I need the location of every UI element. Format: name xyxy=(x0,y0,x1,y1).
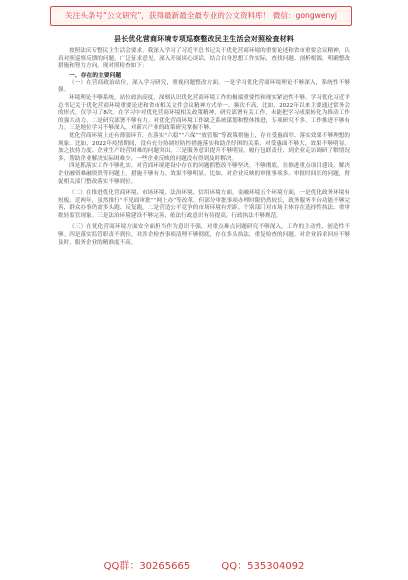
body-paragraph: （二）在推进优化营商环境、市场环境、法治环境、信用环境方面。金融环境五个环境方面，一是优化政务环境有短板。近两年，虽然推行“不见面审批”“网上办”等改革，但部分审批事项办理时限仍然较长，政务服务平台功能不够完善，群众办事仍需多头跑、反复跑。二是营造公平竞争的市场环境有差距。个别部门对市场主体存在选择性执法、重审批轻监管现象。三是法治环境建设不够完善，依法行政意识有待提高，行政执法不够规范。 xyxy=(58,190,350,219)
subsection-paragraph: （一）在营商政治站位，深入学习研究，重视问题整改方面。一是学习优化营商环境理论不够深入，系统性不够强。 xyxy=(58,79,350,94)
document-body xyxy=(58,34,350,247)
section-heading: 一、存在的主要问题 xyxy=(69,72,122,79)
contact-footer xyxy=(0,557,408,572)
qq-group-text: QQ群：30265665 xyxy=(103,561,191,572)
document-title: 县长优化营商环境专项巡察整改民主生活会对照检查材料 xyxy=(114,35,294,43)
body-paragraph: 环境理论不够系统，站位政治高度，深刻认识优化营商环境工作的极端重要性和现实紧迫性不够。学习优化习近平总书记关于优化营商环境重要论述和省市相关文件会议精神方式单一、频次不高，比如，2022年以来主要通过常务会的形式，仅学习了8次。在学习中对优化营商环境相关政策精神，研究部署有关工作，未能把学习成果转化为推动工作的强大动力。二是研究部署不够有力。对优化营商环境工作缺乏系统谋划和整体推进，专项研究不多，工作推进不够有力。三是地位学习不够深入，对新兴产业的政策研究掌握不够。 xyxy=(58,94,350,132)
intro-paragraph: 按照法庆专整民主生活会要求，我深入学习了习近平总书记关于优化营商环境的重要论述和省市重要会议精神，认真对照巡察反馈的问题，广泛征求意见，深入开展谈心谈话，结合自身思想工作实际，查找问题、剖析根源，明确整改措施和努力方向，现对照检查如下： xyxy=(58,48,350,70)
body-paragraph: 四是抓落实工作不够扎实。对营商环境建设中存在的问题抓整改不够坚决、不够彻底。在推进重点项目建设、解决企业融资难融资贵等问题上，措施不够有力、效果不够明显。比如，对企业反映的审批事项多、审批时间长的问题，督促相关部门整改落实不够到位。 xyxy=(58,163,350,185)
body-paragraph: （三）在优化营商环境方面安全面担当作为意识不强，对重点难点问题研究不够深入，工作的主动性、创造性不够。四是落实监管职责不到位，对涉企检查事项清理不够彻底，存在多头执法、重复检查的问题。对企业诉求回应不够及时，服务企业的精准度不高。 xyxy=(58,224,350,246)
promo-banner: 关注头条号“公文研究”，获得最新最全最专业的公文资料库！ 微信：gongwenyj xyxy=(50,6,352,26)
qq-text: QQ：535304092 xyxy=(221,561,305,572)
body-paragraph: 优化营商环境上还有薄弱环节，在落实“六稳”“六保”“放管服”等政策措施上，存在受惠面窄、落实效果不够理想的现象。比如，2022年疫情期间，没有充分协调好防控措施落实和助企纾困的关系，对受惠面不够大、效果不够明显。加之扶持力度、企业生产经营困难的问题突出。三是服务意识提升不够明显，履行包联责任，到企业走访调研了解情况多，帮助企业解决实际困难少，一些企业反映的问题没有得到及时解决。 xyxy=(58,132,350,162)
